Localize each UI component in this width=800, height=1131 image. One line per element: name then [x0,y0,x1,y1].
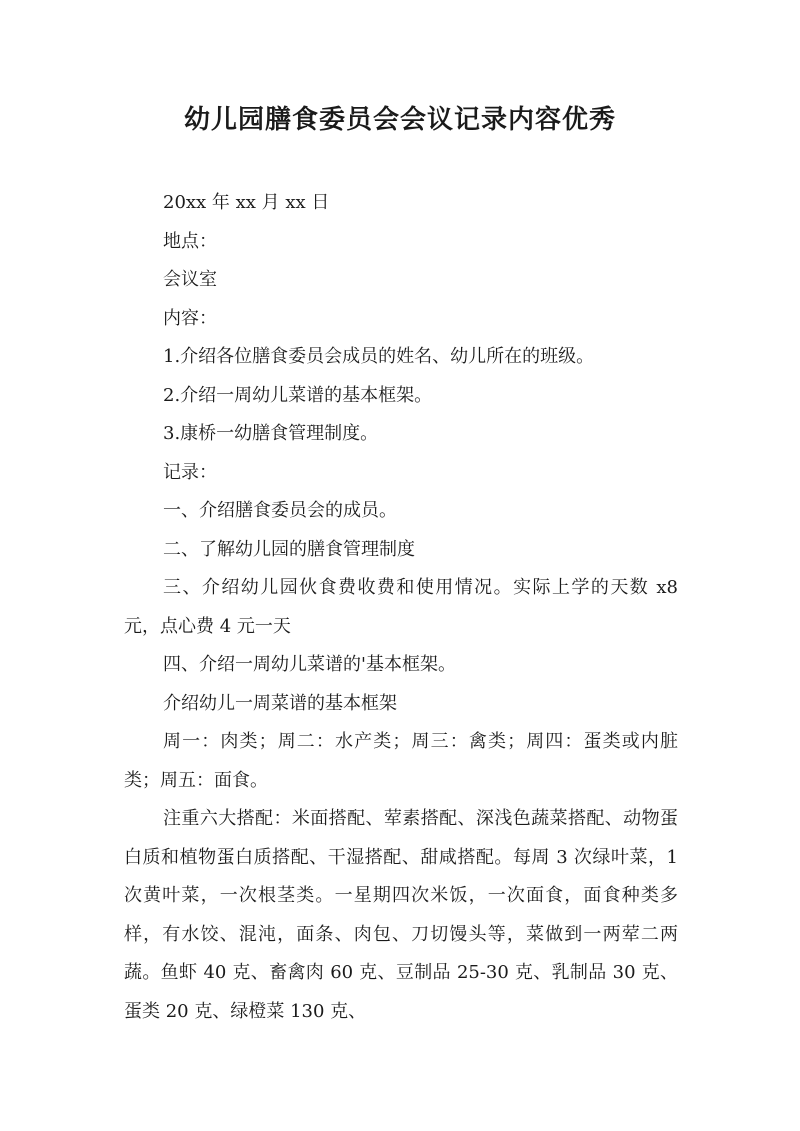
content-item-3: 3.康桥一幼膳食管理制度。 [163,423,379,444]
document-title: 幼儿园膳食委员会会议记录内容优秀 [183,105,616,135]
content-label: 内容： [163,307,217,329]
meeting-date: 20xx 年 xx 月 xx 日 [163,192,330,213]
location-label: 地点： [163,230,217,252]
record-item-3: 三、介绍幼儿园伙食费收费和使用情况。实际上学的天数 x8 元，点心费 4 元一天 [124,577,678,637]
record-item-1: 一、介绍膳食委员会的成员。 [163,500,397,521]
record-item-2: 二、了解幼儿园的膳食管理制度 [163,538,415,560]
record-label: 记录： [163,461,217,483]
content-item-2: 2.介绍一周幼儿菜谱的基本框架。 [163,384,433,406]
record-item-4: 四、介绍一周幼儿菜谱的'基本框架。 [163,654,456,675]
weekly-menu-paragraph: 周一：肉类；周二：水产类；周三：禽类；周四：蛋类或内脏类；周五：面食。 [124,731,678,791]
six-combinations-paragraph: 注重六大搭配：米面搭配、荤素搭配、深浅色蔬菜搭配、动物蛋白质和植物蛋白质搭配、干湿搭配、甜咸搭配。每周 3 次绿叶菜，1 次黄叶菜，一次根茎类。一星期四次米饭，一次面食，面食种类多样，有水饺、混沌，面条、肉包、刀切馒头等，菜做到一两荤二两蔬。鱼虾 40 克、畜禽肉 60 克、豆制品 25-30 克、乳制品 30 克、蛋类 20 克、绿橙菜 130 克、 [124,808,678,1022]
content-item-1: 1.介绍各位膳食委员会成员的姓名、幼儿所在的班级。 [163,346,595,367]
location-value: 会议室 [163,269,217,290]
document-body [124,184,678,1031]
menu-framework-heading: 介绍幼儿一周菜谱的基本框架 [163,692,397,714]
